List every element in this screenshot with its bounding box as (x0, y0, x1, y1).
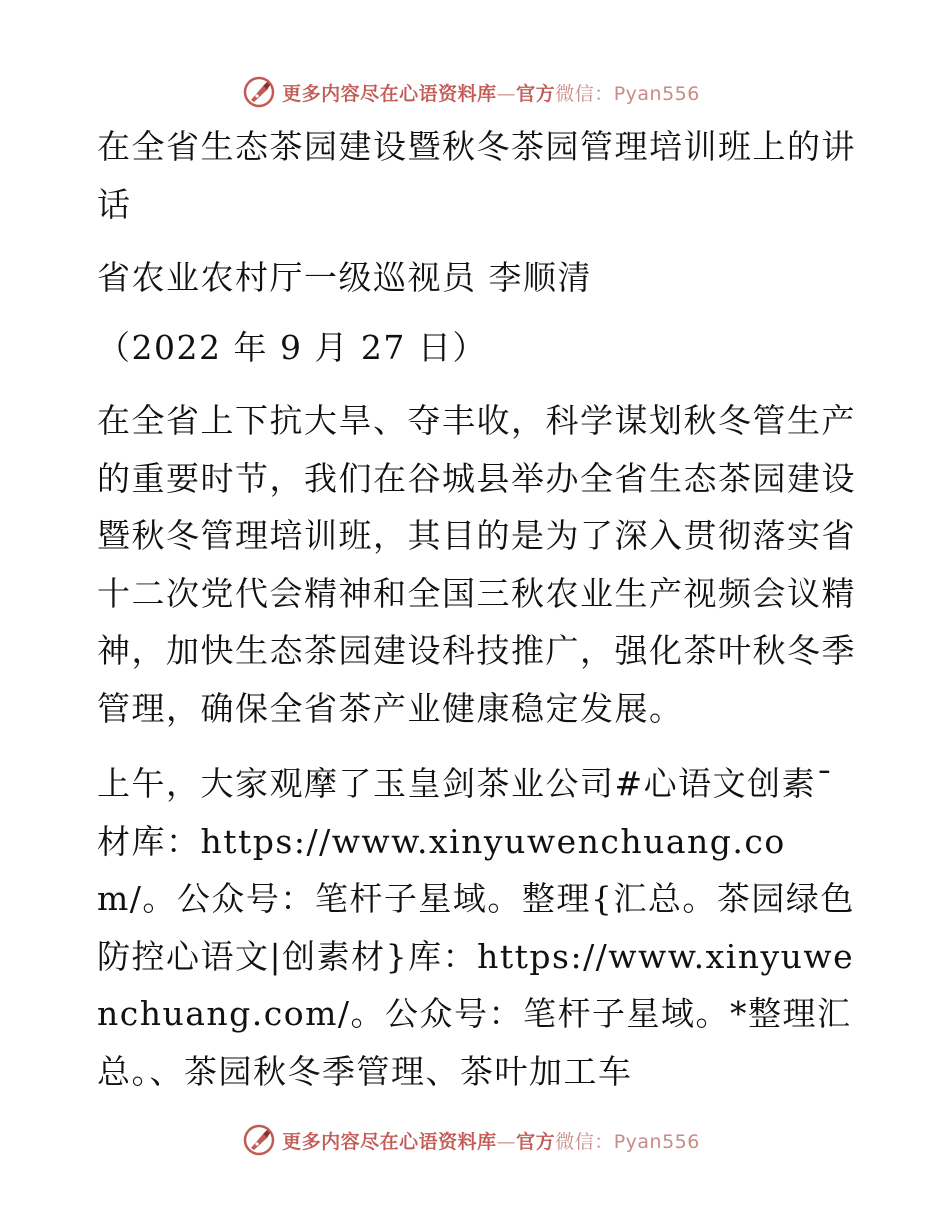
pen-nib-logo-icon (242, 75, 276, 109)
banner-text (282, 79, 700, 106)
body-paragraph-1: 在全省上下抗大旱、夺丰收，科学谋划秋冬管生产的重要时节，我们在谷城县举办全省生态茶园建设暨秋冬管理培训班，其目的是为了深入贯彻落实省十二次党代会精神和全国三秋农业生产视频会议精神，加快生态茶园建设科技推广，强化茶叶秋冬季管理，确保全省茶产业健康稳定发展。 (97, 401, 856, 728)
banner-official: 官方 (516, 82, 556, 105)
banner-dash: — (496, 82, 517, 105)
pen-nib-logo-icon (242, 1123, 276, 1157)
banner-wechat: 微信：Pyan556 (555, 1130, 700, 1153)
banner-text (282, 1127, 700, 1154)
document-title: 在全省生态茶园建设暨秋冬茶园管理培训班上的讲话 (97, 127, 856, 224)
footer-watermark-banner (0, 1118, 950, 1162)
banner-official: 官方 (516, 1130, 556, 1153)
banner-brand: 更多内容尽在心语资料库 (282, 1130, 497, 1153)
banner-brand: 更多内容尽在心语资料库 (282, 82, 497, 105)
banner-wechat: 微信：Pyan556 (555, 82, 700, 105)
document-body (97, 118, 857, 1100)
banner-dash: — (496, 1130, 517, 1153)
document-date: （2022 年 9 月 27 日） (97, 327, 487, 367)
body-paragraph-2: 上午，大家观摩了玉皇剑茶业公司#心语文创素¯材库：https://www.xinyuwenchuang.com/。公众号：笔杆子星域。整理{汇总。茶园绿色防控心语文|创素材}库：https://www.xinyuwenchuang.com/。公众号：笔杆子星域。*整理汇总。、茶园秋冬季管理、茶叶加工车 (97, 764, 855, 1091)
header-watermark-banner (0, 70, 950, 114)
document-author: 省农业农村厅一级巡视员 李顺清 (97, 258, 592, 297)
